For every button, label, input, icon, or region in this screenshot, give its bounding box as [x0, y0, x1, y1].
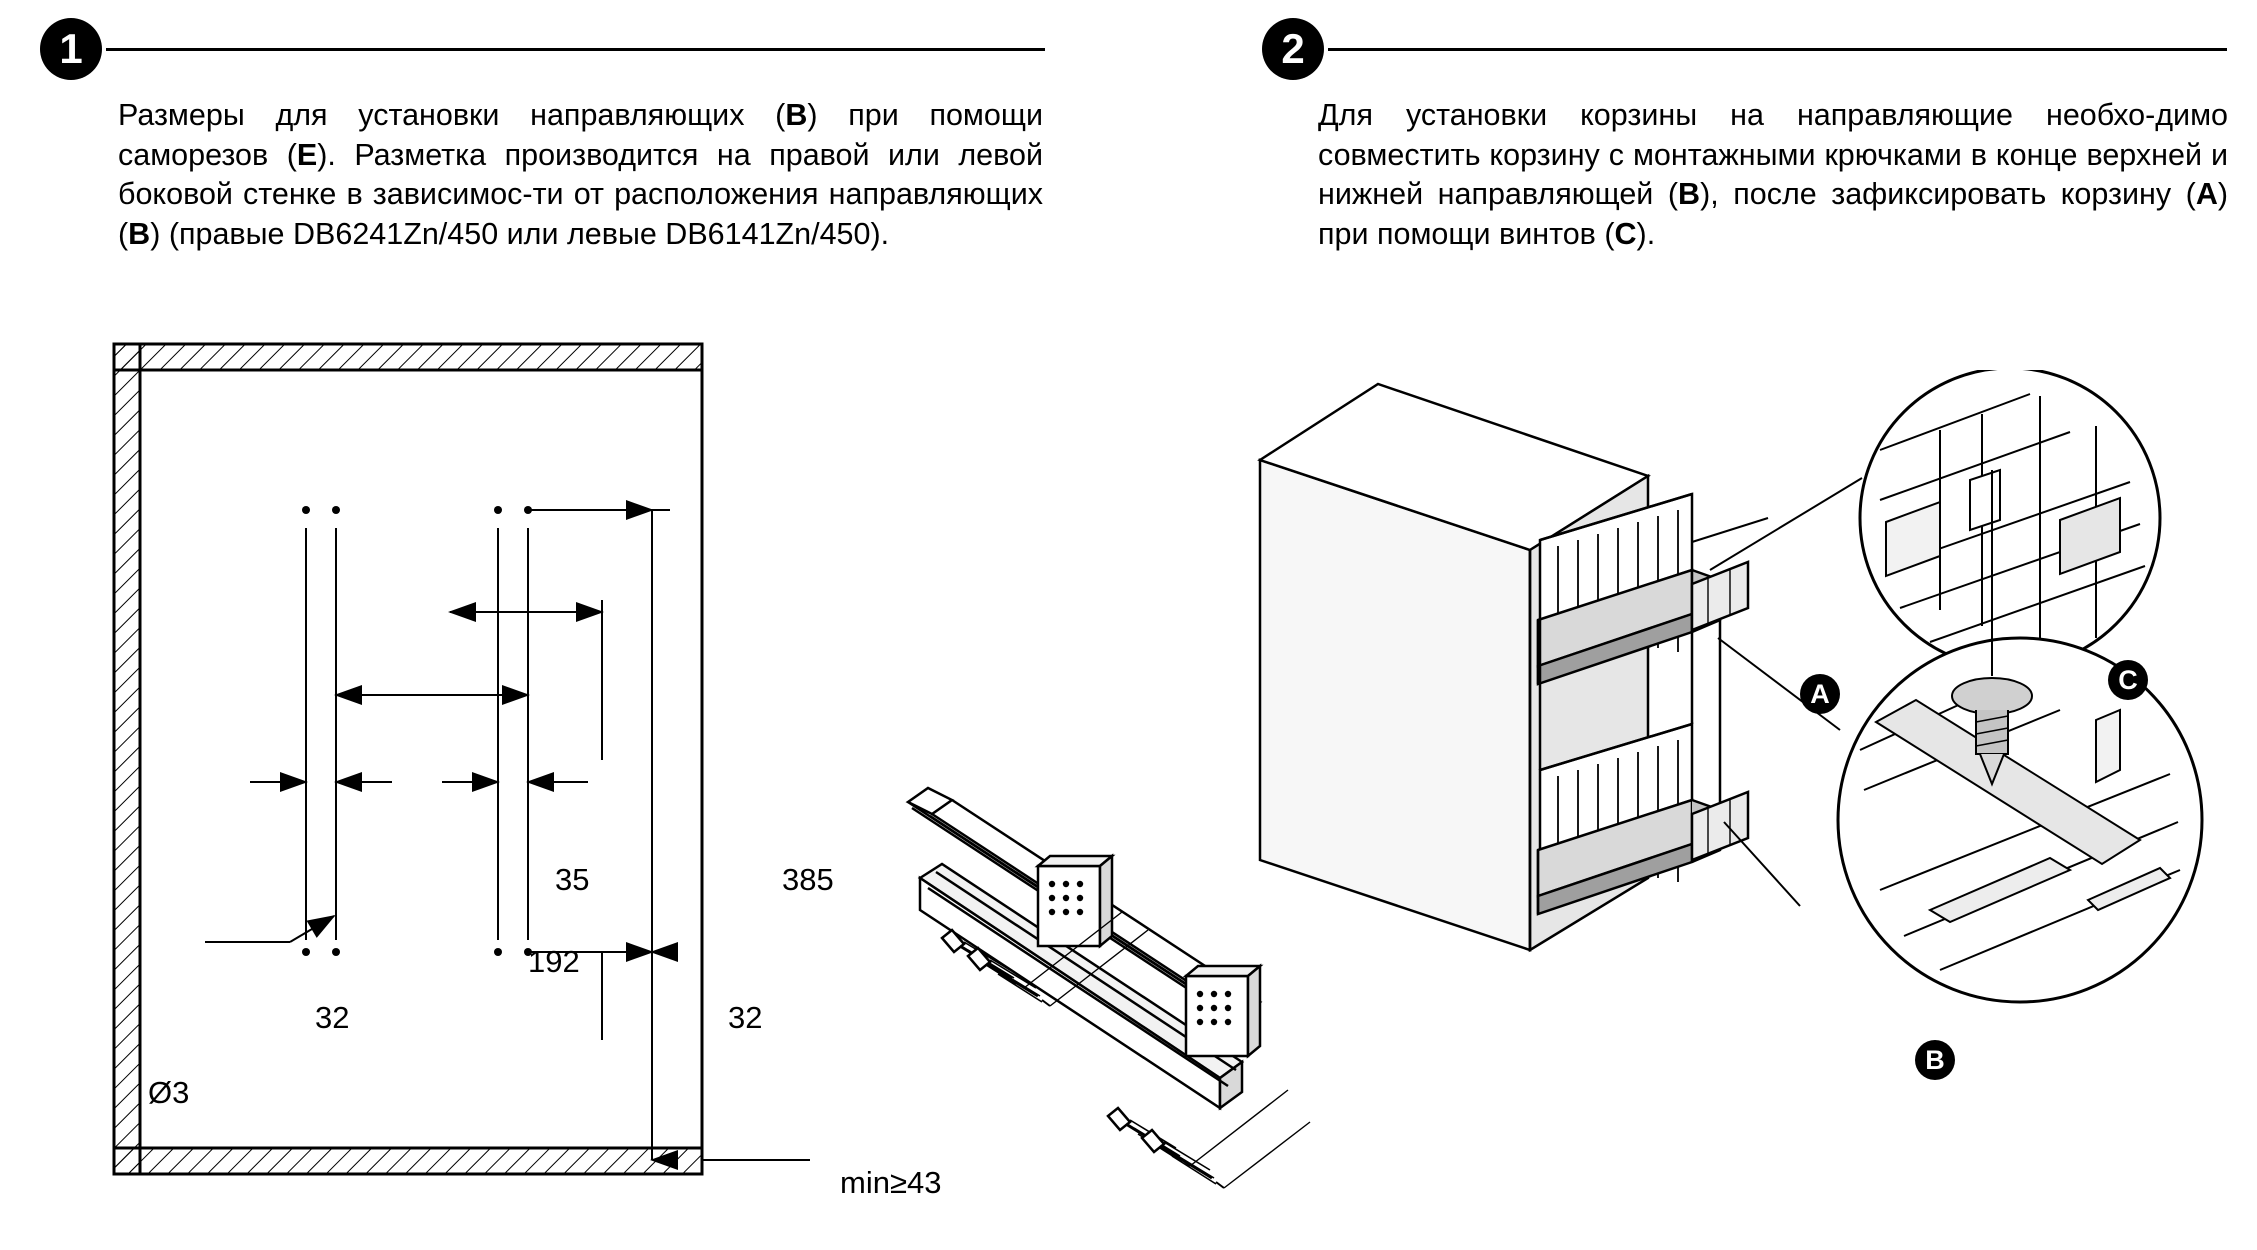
hole-diameter-leader [205, 916, 334, 942]
detail-circle-hook [1860, 370, 2160, 668]
dim-label-192: 192 [528, 944, 580, 979]
cabinet-side-panel [114, 344, 702, 1174]
panel-1-drawing [110, 340, 970, 1220]
dim-label-32-right: 32 [728, 1000, 763, 1035]
dim-32-left [250, 762, 392, 802]
dim-label-hole-diameter: Ø3 [148, 1075, 190, 1110]
callout-b: B [1915, 1040, 1955, 1080]
panel-2-drawing [1240, 370, 2250, 1210]
callout-c: C [2108, 660, 2148, 700]
step-1-text: Размеры для установки направляющих (B) при помощи саморезов (E). Разметка производится на правой или левой боковой стенке в зависимос-ти от расположения направляющих (B) (правые DB6241Zn/450 или левые DB6141Zn/450). [118, 98, 1043, 251]
dim-32-right [442, 762, 588, 802]
bracket-mid-holes [1049, 881, 1083, 915]
dim-label-385: 385 [782, 862, 834, 897]
callout-a: A [1800, 674, 1840, 714]
dim-label-32-left: 32 [315, 1000, 350, 1035]
step-2-rule [1328, 48, 2227, 51]
screw-4 [1142, 1130, 1224, 1188]
dimension-extension-lines [306, 510, 810, 1160]
step-1-badge: 1 [40, 18, 102, 80]
detail-leader-top [1710, 478, 1862, 570]
dim-35 [450, 590, 602, 632]
step-1-rule [106, 48, 1045, 51]
step-2-header [1262, 18, 2227, 80]
step-2-text: Для установки корзины на направляющие необхо-димо совместить корзину с монтажными крючками в конце верхней и нижней направляющей (B), после зафиксировать корзину (A) при помощи винтов (C). [1318, 98, 2229, 251]
step-2-badge: 2 [1262, 18, 1324, 80]
dim-192 [336, 676, 528, 715]
step-1-header [40, 18, 1045, 80]
dim-label-min-43: min≥43 [840, 1165, 942, 1200]
dim-label-35: 35 [555, 862, 590, 897]
mounting-bracket-mid [1038, 856, 1112, 946]
bracket-end-holes [1197, 991, 1231, 1025]
